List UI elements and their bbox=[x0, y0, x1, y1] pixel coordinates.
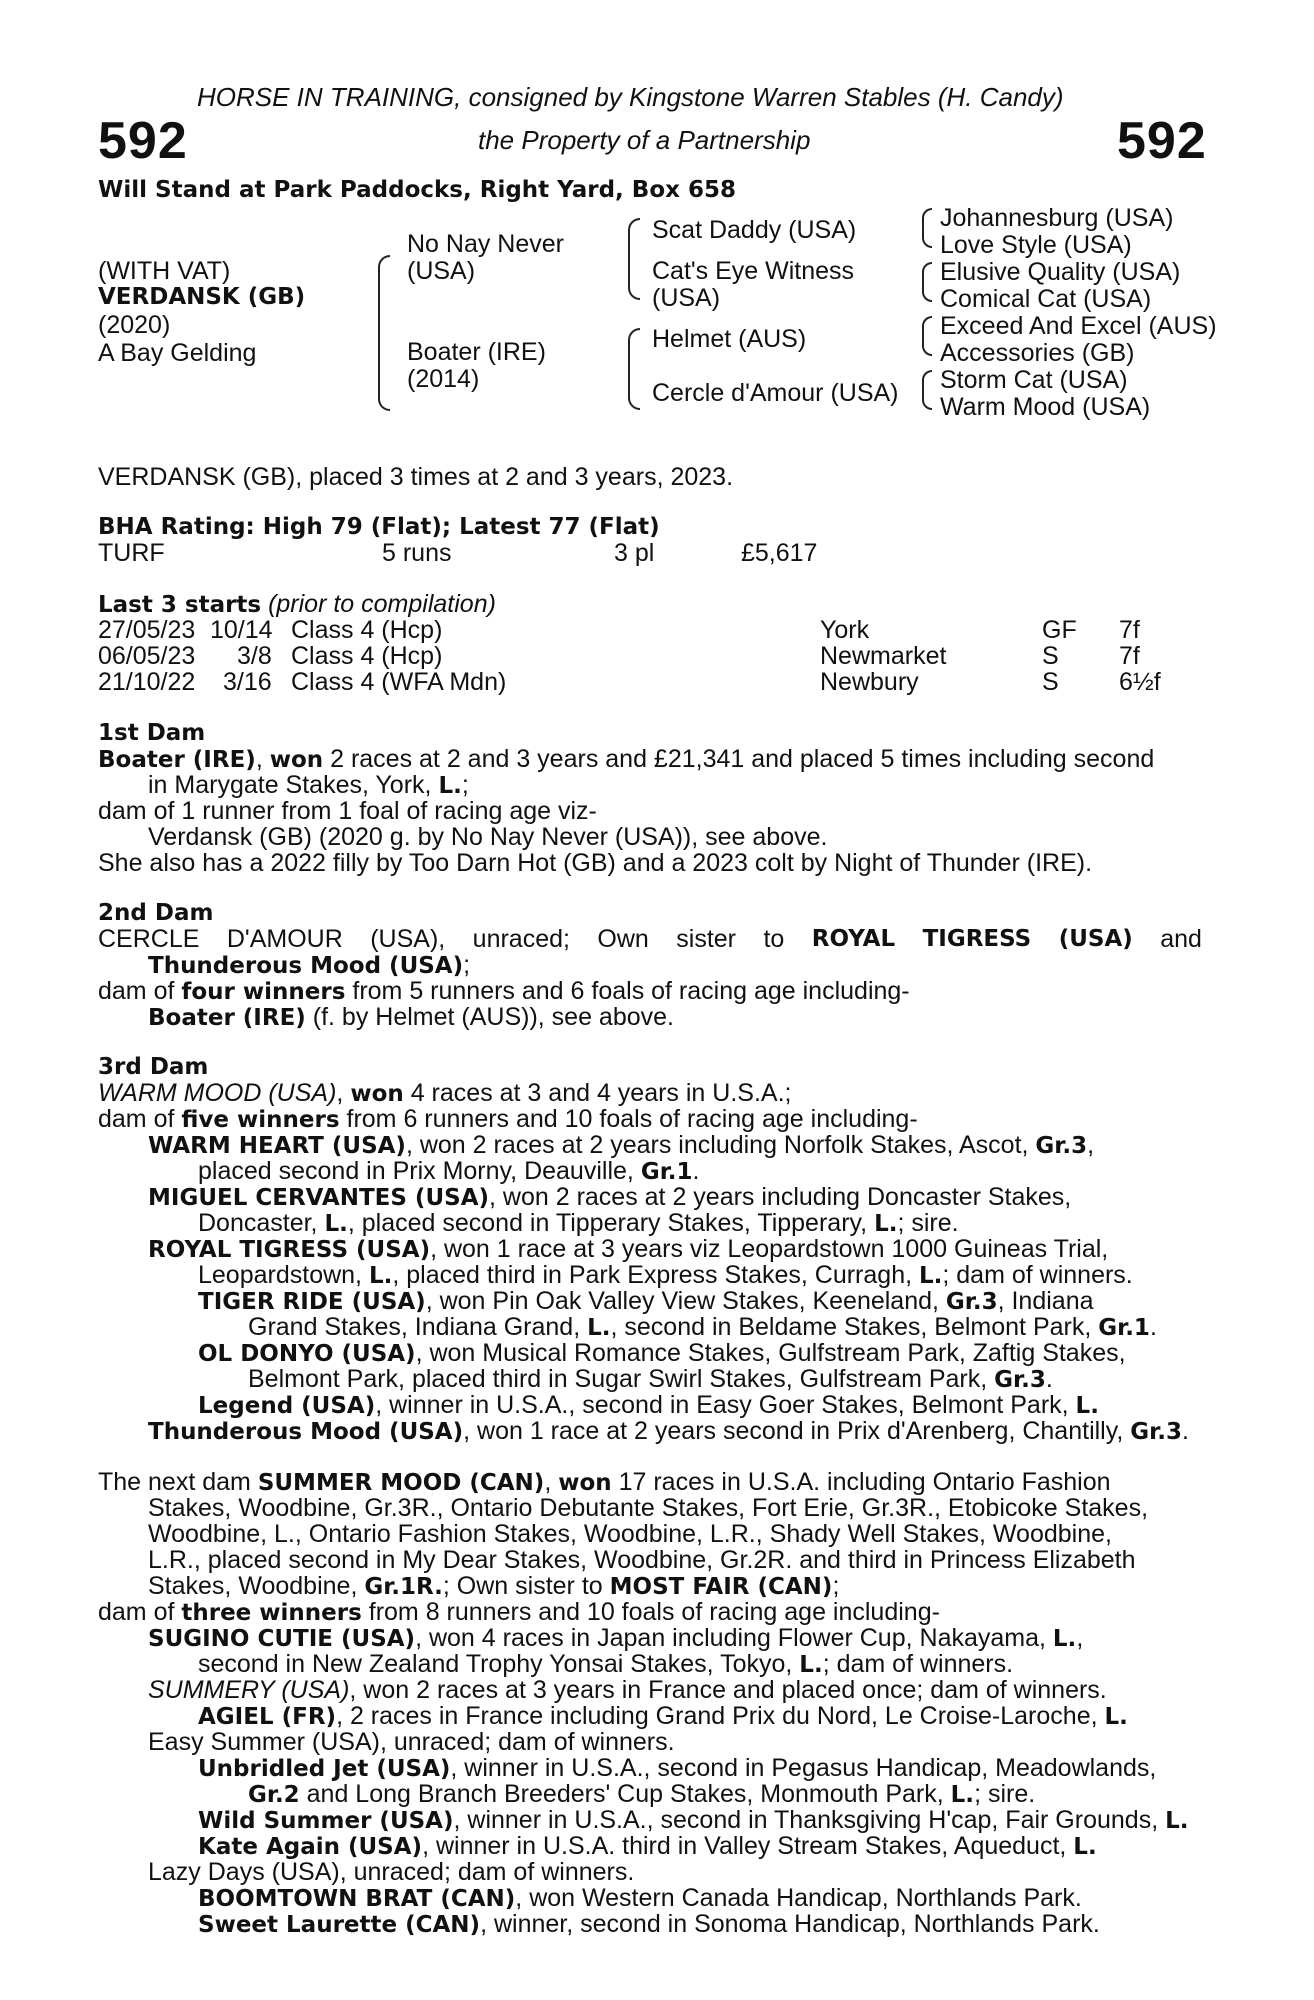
ggp-6: Accessories (GB) bbox=[940, 339, 1135, 367]
text: Belmont Park, placed third in Sugar Swirl Stakes, Gulfstream Park, bbox=[248, 1365, 995, 1393]
produce-wild-summer bbox=[198, 1808, 1189, 1834]
text: , won Musical Romance Stakes, Gulfstream Park, Zaftig Stakes, bbox=[415, 1339, 1126, 1367]
text: ; dam of winners. bbox=[942, 1261, 1133, 1289]
start-date: 21/10/22 bbox=[98, 668, 196, 696]
text: Stakes, Woodbine, bbox=[148, 1572, 365, 1600]
text: , won 2 races at 2 years including Norfolk Stakes, Ascot, bbox=[405, 1131, 1036, 1159]
horse-name: Wild Summer (USA) bbox=[198, 1808, 454, 1834]
produce-miguel-cervantes bbox=[148, 1185, 1071, 1211]
horse-name: Unbridled Jet (USA) bbox=[198, 1756, 451, 1782]
text: , won 4 races in Japan including Flower Cup, Nakayama, bbox=[415, 1624, 1053, 1652]
horse-name: MIGUEL CERVANTES (USA) bbox=[148, 1185, 490, 1211]
brace-ggp-3 bbox=[922, 316, 932, 356]
horse-name: AGIEL (FR) bbox=[198, 1704, 337, 1730]
third-dam-line-2 bbox=[98, 1107, 918, 1133]
grade: Gr.3 bbox=[945, 1289, 998, 1315]
start-going: S bbox=[1042, 668, 1059, 696]
second-dam-line-3 bbox=[98, 979, 910, 1005]
text: Doncaster, bbox=[198, 1209, 325, 1237]
horse-name: VERDANSK (GB) bbox=[98, 284, 306, 310]
horse-year: (2020) bbox=[98, 311, 171, 339]
produce-royal-tigress-2 bbox=[198, 1263, 1133, 1289]
third-dam-title: 3rd Dam bbox=[98, 1054, 209, 1080]
second-dam-line-4 bbox=[148, 1005, 674, 1031]
ggp-2: Love Style (USA) bbox=[940, 231, 1132, 259]
brace-dam-parents bbox=[628, 328, 640, 410]
text: , won Pin Oak Valley View Stakes, Keeneland, bbox=[425, 1287, 946, 1315]
text: , Indiana bbox=[997, 1287, 1094, 1315]
horse-name: Sweet Laurette (CAN) bbox=[198, 1912, 481, 1938]
start-race: Class 4 (Hcp) bbox=[291, 642, 443, 670]
horse-name: MOST FAIR (CAN) bbox=[609, 1574, 833, 1600]
start-position: 3/8 bbox=[237, 642, 272, 670]
produce-kate-again bbox=[198, 1834, 1097, 1860]
listed-mark: L. bbox=[368, 1263, 393, 1289]
text: from 6 runners and 10 foals of racing age including- bbox=[339, 1105, 918, 1133]
grade: Gr.1R. bbox=[364, 1574, 443, 1600]
next-dam-line-5 bbox=[148, 1574, 839, 1600]
horse-name: ROYAL TIGRESS (USA) bbox=[148, 1237, 431, 1263]
last-starts-note: (prior to compilation) bbox=[268, 590, 496, 618]
listed-mark: L. bbox=[874, 1211, 898, 1237]
text: from 8 runners and 10 foals of racing age including- bbox=[361, 1598, 940, 1626]
vat-label: (WITH VAT) bbox=[98, 257, 231, 285]
text: , winner in U.S.A., second in Thanksgiving H'cap, Fair Grounds, bbox=[453, 1806, 1166, 1834]
brace-ggp-2 bbox=[922, 262, 932, 302]
text: . bbox=[1181, 1417, 1189, 1445]
first-dam-foals: She also has a 2022 filly by Too Darn Hot (GB) and a 2023 colt by Night of Thunder (IRE). bbox=[98, 849, 1093, 877]
first-dam-name: Boater (IRE) bbox=[98, 747, 256, 773]
start-race: Class 4 (Hcp) bbox=[291, 616, 443, 644]
word: (USA) bbox=[1058, 926, 1133, 952]
text: and Long Branch Breeders' Cup Stakes, Monmouth Park, bbox=[299, 1780, 951, 1808]
text: ; Own sister to bbox=[442, 1572, 610, 1600]
lot-number-left: 592 bbox=[98, 112, 188, 170]
dam-year: (2014) bbox=[407, 365, 480, 393]
brace-sire-parents bbox=[628, 218, 640, 300]
location-line: Will Stand at Park Paddocks, Right Yard, Box 658 bbox=[98, 177, 736, 203]
produce-tiger-ride bbox=[198, 1289, 1094, 1315]
text: , won 1 race at 2 years second in Prix d'Arenberg, Chantilly, bbox=[463, 1417, 1131, 1445]
produce-agiel bbox=[198, 1704, 1128, 1730]
text: , second in Beldame Stakes, Belmont Park, bbox=[610, 1313, 1099, 1341]
grade: Gr.3 bbox=[994, 1367, 1046, 1393]
word: CERCLE bbox=[98, 925, 200, 953]
produce-lazy-days: Lazy Days (USA), unraced; dam of winners. bbox=[148, 1858, 635, 1886]
start-distance: 7f bbox=[1119, 642, 1140, 670]
listed-mark: L. bbox=[1104, 1704, 1128, 1730]
granddam-1-country: (USA) bbox=[652, 284, 721, 312]
text: Grand Stakes, Indiana Grand, bbox=[248, 1313, 588, 1341]
property-line: the Property of a Partnership bbox=[478, 125, 811, 155]
word: ROYAL bbox=[811, 926, 896, 952]
granddam-2: Cercle d'Amour (USA) bbox=[652, 379, 899, 407]
produce-sugino-cutie bbox=[148, 1626, 1083, 1652]
listed-mark: L. bbox=[1073, 1834, 1097, 1860]
horse-name: Kate Again (USA) bbox=[198, 1834, 423, 1860]
next-dam-line-3: Woodbine, L., Ontario Fashion Stakes, Woodbine, L.R., Shady Well Stakes, Woodbine, bbox=[148, 1520, 1112, 1548]
word: to bbox=[763, 925, 785, 953]
text: . bbox=[692, 1157, 700, 1185]
text: , 2 races in France including Grand Prix du Nord, Le Croise-Laroche, bbox=[336, 1702, 1105, 1730]
next-dam-line-6 bbox=[98, 1600, 940, 1626]
word: TIGRESS bbox=[922, 926, 1032, 952]
listed-mark: L. bbox=[587, 1315, 611, 1341]
produce-ol-donyo bbox=[198, 1341, 1126, 1367]
horse-name: SUMMER MOOD (CAN) bbox=[257, 1470, 545, 1496]
third-dam-line-1 bbox=[98, 1081, 791, 1107]
text: from 5 runners and 6 foals of racing age including- bbox=[345, 977, 910, 1005]
produce-sweet-laurette bbox=[198, 1912, 1100, 1938]
text: , won Western Canada Handicap, Northlands Park. bbox=[515, 1884, 1082, 1912]
text: . bbox=[1149, 1313, 1157, 1341]
start-course: Newmarket bbox=[820, 642, 947, 670]
horse-name: Thunderous Mood (USA) bbox=[148, 1419, 464, 1445]
horse-name: Legend (USA) bbox=[198, 1393, 376, 1419]
listed-mark: L. bbox=[918, 1263, 943, 1289]
sire-country: (USA) bbox=[407, 257, 476, 285]
produce-warm-heart-2 bbox=[198, 1159, 699, 1185]
text: , won 1 race at 3 years viz Leopardstown 1000 Guineas Trial, bbox=[430, 1235, 1109, 1263]
text: , bbox=[1087, 1131, 1095, 1159]
horse-name: OL DONYO (USA) bbox=[198, 1341, 416, 1367]
winners-count: three winners bbox=[181, 1600, 362, 1626]
produce-sugino-cutie-2 bbox=[198, 1652, 1013, 1678]
horse-name: Thunderous Mood (USA) bbox=[148, 953, 464, 979]
dam-name: Boater (IRE) bbox=[407, 338, 546, 366]
ggp-3: Elusive Quality (USA) bbox=[940, 258, 1181, 286]
produce-tiger-ride-2 bbox=[248, 1315, 1157, 1341]
text: , bbox=[1076, 1624, 1084, 1652]
consignment-line: HORSE IN TRAINING, consigned by Kingstone Warren Stables (H. Candy) bbox=[197, 82, 1064, 112]
start-distance: 6½f bbox=[1119, 668, 1161, 696]
word: unraced; bbox=[472, 925, 570, 953]
text: 4 races at 3 and 4 years in U.S.A.; bbox=[403, 1079, 792, 1107]
produce-easy-summer: Easy Summer (USA), unraced; dam of winners. bbox=[148, 1728, 675, 1756]
ggp-7: Storm Cat (USA) bbox=[940, 366, 1128, 394]
listed-mark: L. bbox=[950, 1782, 975, 1808]
grade: Gr.2 bbox=[248, 1782, 300, 1808]
listed-mark: L. bbox=[324, 1211, 348, 1237]
first-dam-title: 1st Dam bbox=[98, 720, 206, 746]
sire-name: No Nay Never bbox=[407, 230, 564, 258]
word: and bbox=[1160, 925, 1202, 953]
grade: Gr.1 bbox=[1098, 1315, 1150, 1341]
next-dam-line-4: L.R., placed second in My Dear Stakes, Woodbine, Gr.2R. and third in Princess Elizabeth bbox=[148, 1546, 1136, 1574]
text: ; sire. bbox=[974, 1780, 1036, 1808]
produce-summery bbox=[148, 1678, 1107, 1703]
word: D'AMOUR bbox=[226, 925, 343, 953]
start-date: 27/05/23 bbox=[98, 616, 196, 644]
text: 17 races in U.S.A. including Ontario Fashion bbox=[611, 1468, 1111, 1496]
text: , winner, second in Sonoma Handicap, Northlands Park. bbox=[480, 1910, 1100, 1938]
word: Own bbox=[597, 925, 649, 953]
winners-count: four winners bbox=[181, 979, 346, 1005]
next-dam-line-2: Stakes, Woodbine, Gr.3R., Ontario Debutante Stakes, Fort Erie, Gr.3R., Etobicoke Stakes, bbox=[148, 1494, 1149, 1522]
grade: Gr.1 bbox=[640, 1159, 693, 1185]
horse-name: WARM MOOD (USA) bbox=[98, 1079, 337, 1107]
text: . bbox=[1045, 1365, 1053, 1393]
start-distance: 7f bbox=[1119, 616, 1140, 644]
start-going: GF bbox=[1042, 616, 1077, 644]
lot-number-right: 592 bbox=[1117, 112, 1207, 170]
listed-mark: L. bbox=[1165, 1808, 1189, 1834]
produce-warm-heart bbox=[148, 1133, 1094, 1159]
horse-name: TIGER RIDE (USA) bbox=[198, 1289, 426, 1315]
won-label: won bbox=[350, 1081, 404, 1107]
text: ; bbox=[463, 951, 471, 979]
text: ; bbox=[461, 771, 469, 799]
ggp-8: Warm Mood (USA) bbox=[940, 393, 1151, 421]
bha-rating: BHA Rating: High 79 (Flat); Latest 77 (Flat) bbox=[98, 514, 660, 540]
won-label: won bbox=[269, 747, 324, 773]
text: , placed second in Tipperary Stakes, Tipperary, bbox=[347, 1209, 875, 1237]
first-dam-record: 2 races at 2 and 3 years and £21,341 and placed 5 times including second bbox=[323, 745, 1155, 773]
brace-parents bbox=[378, 255, 390, 411]
last-starts-heading bbox=[98, 592, 496, 618]
produce-miguel-cervantes-2 bbox=[198, 1211, 959, 1237]
produce-royal-tigress bbox=[148, 1237, 1108, 1263]
rating-earnings: £5,617 bbox=[741, 539, 818, 567]
first-dam-runner: Verdansk (GB) (2020 g. by No Nay Never (USA)), see above. bbox=[148, 823, 828, 851]
text: , bbox=[544, 1468, 559, 1496]
text: , won 2 races at 2 years including Doncaster Stakes, bbox=[489, 1183, 1072, 1211]
first-dam-produce: dam of 1 runner from 1 foal of racing age viz- bbox=[98, 797, 597, 825]
produce-thunderous-mood bbox=[148, 1419, 1189, 1445]
text: , winner in U.S.A., second in Easy Goer Stakes, Belmont Park, bbox=[375, 1391, 1076, 1419]
ggp-4: Comical Cat (USA) bbox=[940, 285, 1152, 313]
word: sister bbox=[676, 925, 737, 953]
produce-legend bbox=[198, 1393, 1099, 1419]
text: placed second in Prix Morny, Deauville, bbox=[198, 1157, 641, 1185]
granddam-1: Cat's Eye Witness bbox=[652, 257, 855, 285]
second-dam-title: 2nd Dam bbox=[98, 900, 214, 926]
winners-count: five winners bbox=[181, 1107, 340, 1133]
produce-ol-donyo-2 bbox=[248, 1367, 1053, 1393]
start-course: York bbox=[820, 616, 870, 644]
last-starts-title: Last 3 starts bbox=[98, 592, 262, 618]
first-dam-line-1: Boater (IRE), won 2 races at 2 and 3 years and £21,341 and placed 5 times including second bbox=[98, 745, 1155, 773]
start-race: Class 4 (WFA Mdn) bbox=[291, 668, 507, 696]
next-dam-line-1 bbox=[98, 1470, 1111, 1496]
rating-runs: 5 runs bbox=[382, 539, 452, 567]
listed-mark: L. bbox=[1052, 1626, 1077, 1652]
rating-surface: TURF bbox=[98, 539, 165, 567]
start-position: 3/16 bbox=[223, 668, 272, 696]
ggp-1: Johannesburg (USA) bbox=[940, 204, 1174, 232]
listed-mark: L. bbox=[1075, 1393, 1099, 1419]
horse-description: A Bay Gelding bbox=[98, 339, 257, 367]
grandsire-1: Scat Daddy (USA) bbox=[652, 216, 857, 244]
horse-name: SUGINO CUTIE (USA) bbox=[148, 1626, 416, 1652]
start-going: S bbox=[1042, 642, 1059, 670]
text: ; sire. bbox=[897, 1209, 959, 1237]
first-dam-line-2 bbox=[148, 773, 469, 799]
produce-unbridled-jet-2 bbox=[248, 1782, 1035, 1808]
brace-ggp-4 bbox=[922, 370, 932, 410]
text: dam of bbox=[98, 1598, 182, 1626]
brace-ggp-1 bbox=[922, 208, 932, 248]
text: The next dam bbox=[98, 1468, 258, 1496]
text: , won 2 races at 3 years in France and placed once; dam of winners. bbox=[349, 1676, 1107, 1704]
second-dam-line-1 bbox=[98, 927, 1202, 952]
won-label: won bbox=[558, 1470, 612, 1496]
start-date: 06/05/23 bbox=[98, 642, 196, 670]
grandsire-2: Helmet (AUS) bbox=[652, 325, 807, 353]
text: , winner in U.S.A., second in Pegasus Handicap, Meadowlands, bbox=[450, 1754, 1157, 1782]
text: second in New Zealand Trophy Yonsai Stakes, Tokyo, bbox=[198, 1650, 800, 1678]
start-course: Newbury bbox=[820, 668, 919, 696]
race-summary: VERDANSK (GB), placed 3 times at 2 and 3 years, 2023. bbox=[98, 463, 734, 491]
horse-name: Boater (IRE) bbox=[148, 1005, 306, 1031]
text: , winner in U.S.A. third in Valley Stream Stakes, Aqueduct, bbox=[422, 1832, 1074, 1860]
rating-placed: 3 pl bbox=[614, 539, 655, 567]
grade: Gr.3 bbox=[1035, 1133, 1088, 1159]
listed-mark: L. bbox=[438, 773, 462, 799]
word: (USA), bbox=[370, 925, 446, 953]
grade: Gr.3 bbox=[1130, 1419, 1182, 1445]
text: ; bbox=[832, 1572, 840, 1600]
horse-name: BOOMTOWN BRAT (CAN) bbox=[198, 1886, 516, 1912]
listed-mark: L. bbox=[799, 1652, 823, 1678]
text: (f. by Helmet (AUS)), see above. bbox=[305, 1003, 674, 1031]
horse-name: SUMMERY (USA) bbox=[148, 1676, 350, 1704]
second-dam-line-2 bbox=[148, 953, 470, 979]
text: , bbox=[336, 1079, 351, 1107]
start-position: 10/14 bbox=[210, 616, 273, 644]
text: Leopardstown, bbox=[198, 1261, 369, 1289]
produce-boomtown-brat bbox=[198, 1886, 1082, 1912]
text: in Marygate Stakes, York, bbox=[148, 771, 439, 799]
text: dam of bbox=[98, 977, 182, 1005]
text: dam of bbox=[98, 1105, 182, 1133]
ggp-5: Exceed And Excel (AUS) bbox=[940, 312, 1217, 340]
horse-name: WARM HEART (USA) bbox=[148, 1133, 406, 1159]
text: , placed third in Park Express Stakes, Curragh, bbox=[392, 1261, 919, 1289]
text: ; dam of winners. bbox=[822, 1650, 1014, 1678]
produce-unbridled-jet bbox=[198, 1756, 1156, 1782]
